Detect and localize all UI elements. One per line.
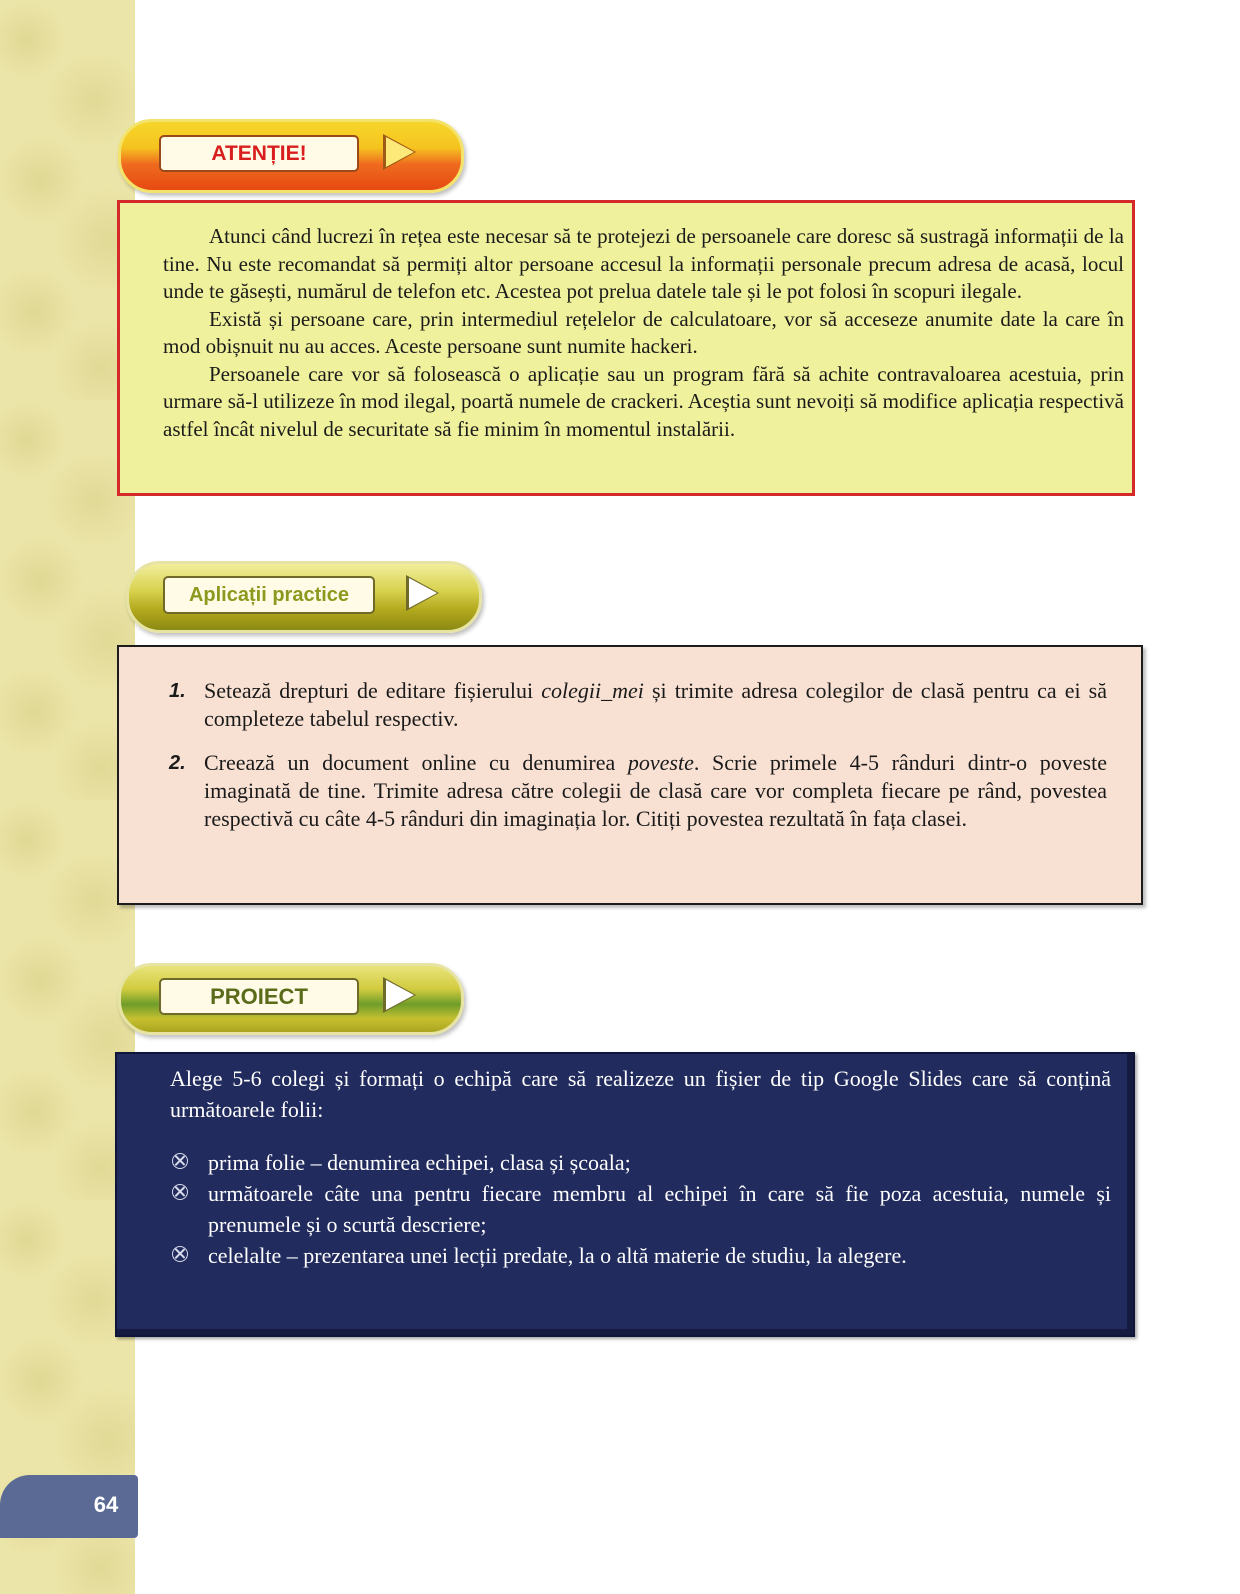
list-item: [170, 1178, 1111, 1240]
list-item-text: prima folie – denumirea echipei, clasa și școala;: [208, 1150, 631, 1175]
atentie-paragraph-2: Există și persoane care, prin intermediul rețelelor de calculatoare, vor să acceseze anumite date la care în mod obișnuit nu au acces. Aceste persoane sunt numite hackeri.: [163, 306, 1124, 358]
circled-x-icon: [172, 1153, 188, 1169]
task-file-name: poveste: [627, 750, 694, 775]
task-number: 1.: [169, 680, 186, 702]
play-arrow-icon-fill: [386, 137, 414, 167]
aplicatii-box: [117, 645, 1143, 905]
task-file-name: colegii_mei: [541, 678, 644, 703]
aplicatii-banner-label: Aplicații practice: [163, 576, 375, 614]
task-text-start: Creează un document online cu denumirea: [204, 750, 628, 775]
list-item: [170, 1240, 1111, 1271]
page-number: 64: [93, 1492, 119, 1517]
task-text-end: și trimite adresa colegilor de clasă pentru ca ei să completeze tabelul respectiv.: [204, 678, 1107, 731]
circled-x-icon: [172, 1246, 188, 1262]
atentie-box: [117, 200, 1135, 496]
atentie-banner-label: ATENȚIE!: [159, 135, 359, 172]
proiect-box: [115, 1052, 1135, 1337]
task-item: [169, 749, 1107, 833]
atentie-paragraph-1: Atunci când lucrezi în rețea este necesar să te protejezi de persoanele care doresc să sustragă informații de la tine. Nu este recomandat să permiți altor persoane accesul la informații personale precum adresa de acasă, locul unde te găsești, numărul de telefon etc. Acestea pot prelua datele tale și le pot folosi în scopuri ilegale.: [163, 224, 1124, 303]
proiect-intro: Alege 5-6 colegi și formați o echipă care să realizeze un fișier de tip Google Slides care să conțină următoarele folii:: [170, 1066, 1111, 1122]
list-item-text: celelalte – prezentarea unei lecții predate, la o altă materie de studiu, la alegere.: [208, 1243, 907, 1268]
list-item-text: următoarele câte una pentru fiecare membru al echipei în care să fie poza acestuia, numele și prenumele și o scurtă descriere;: [208, 1181, 1111, 1237]
atentie-banner: [118, 119, 464, 193]
proiect-banner: [118, 963, 464, 1035]
task-text-start: Setează drepturi de editare fișierului: [204, 678, 542, 703]
aplicatii-banner: [126, 561, 482, 633]
proiect-banner-label: PROIECT: [159, 978, 359, 1015]
atentie-paragraph-3: Persoanele care vor să folosească o aplicație sau un program fără să achite contravaloarea acestuia, prin urmare să-l utilizeze în mod ilegal, poartă numele de crackeri. Aceștia sunt nevoiți să modifice aplicația respectivă astfel încât nivelul de securitate să fie minim în momentul instalării.: [163, 361, 1124, 441]
play-arrow-icon-fill: [409, 578, 437, 608]
play-arrow-icon-fill: [386, 980, 414, 1010]
circled-x-icon: [172, 1184, 188, 1200]
task-item: [169, 677, 1107, 733]
task-text-end: . Scrie primele 4-5 rânduri dintr-o poveste imaginată de tine. Trimite adresa către colegii de clasă care vor completa fiecare pe rând, povestea respectivă cu câte 4-5 rânduri din imaginația lor. Citiți povestea rezultată în fața clasei.: [204, 750, 1107, 831]
decorative-side-strip: [0, 0, 135, 1594]
list-item: [170, 1147, 1111, 1178]
proiect-list: [170, 1147, 1111, 1271]
task-number: 2.: [169, 752, 186, 774]
